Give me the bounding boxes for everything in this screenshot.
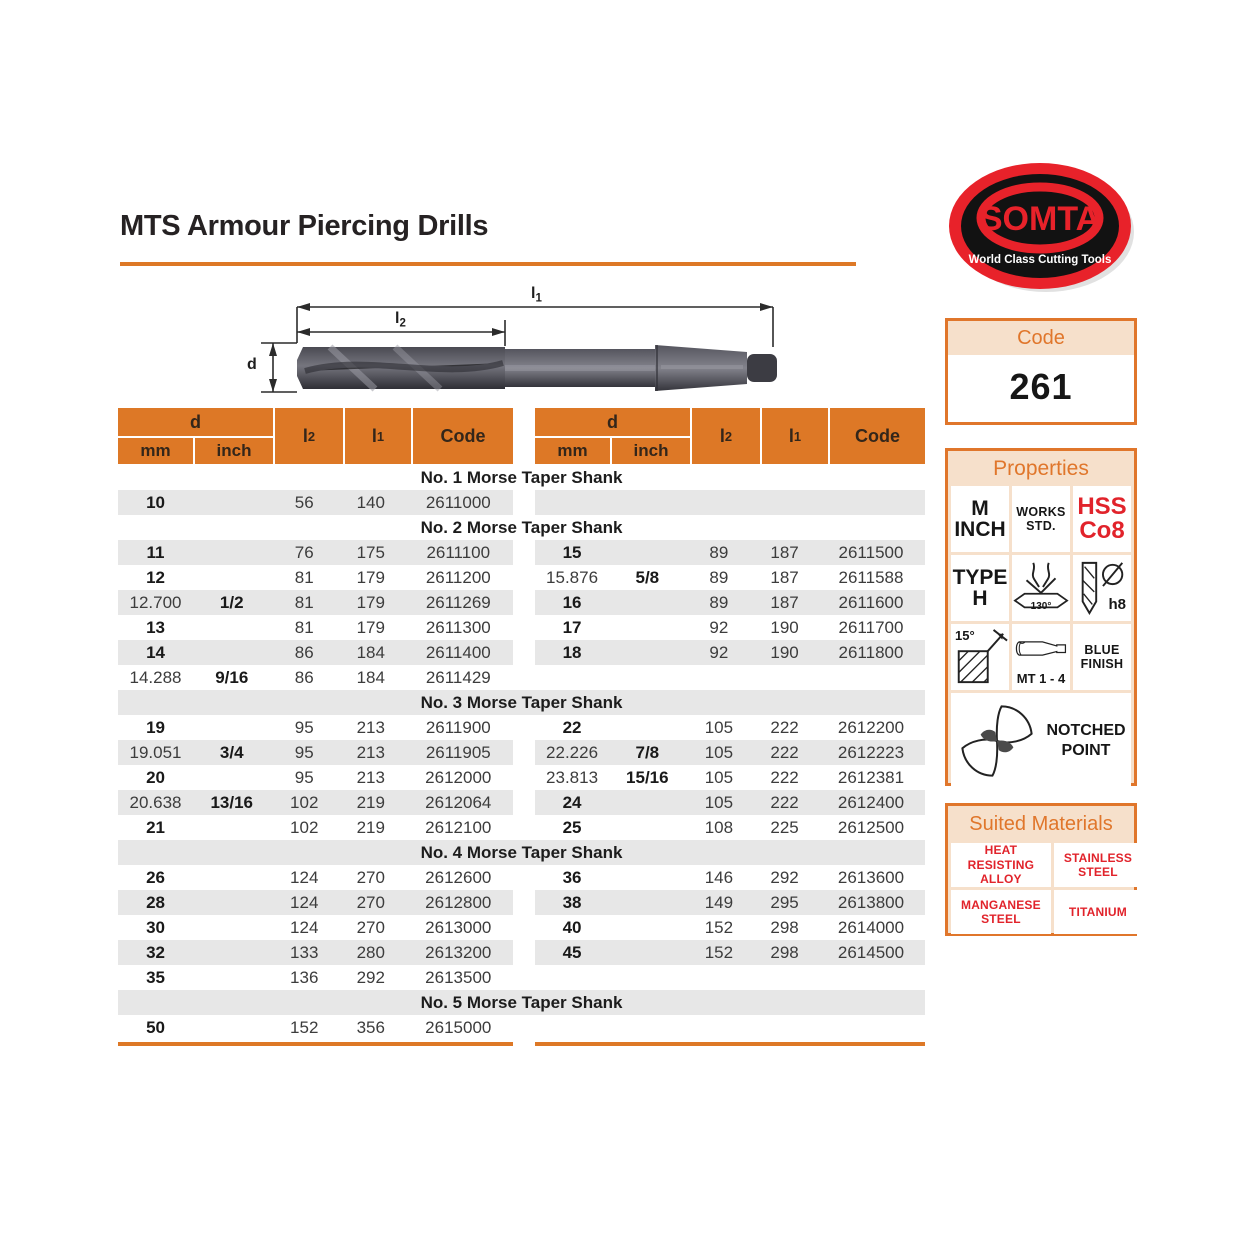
cell-l2: 81: [294, 592, 314, 612]
cell-code: 2611000: [425, 492, 491, 512]
drill-table-rows: [118, 465, 925, 1040]
cell-l2: [686, 490, 753, 515]
table-header: [118, 408, 925, 464]
cell-l2: 105: [704, 767, 734, 787]
col-header-l1: l 1: [345, 408, 411, 464]
cell-mm: 14.288: [129, 667, 182, 687]
prop-point-angle: [1012, 555, 1070, 621]
cell-l2: 81: [294, 617, 314, 637]
prop-tolerance-h8: [1073, 555, 1131, 621]
cell-code: 2611900: [425, 717, 491, 737]
table-gap: [513, 715, 535, 740]
cell-code: [817, 1015, 925, 1040]
cell-code: 2611400: [425, 642, 491, 662]
cell-inch: [193, 640, 270, 665]
table-row: [118, 490, 925, 515]
cell-code: 2612381: [837, 767, 905, 787]
cell-mm: 11: [146, 542, 165, 562]
cell-mm: 50: [146, 1017, 165, 1037]
cell-mm: 30: [146, 917, 165, 937]
suited-materials-box: [945, 803, 1137, 936]
table-row: [118, 715, 925, 740]
cell-inch: [193, 765, 270, 790]
cell-inch: [609, 590, 685, 615]
cell-inch: [609, 665, 685, 690]
cell-code: 2613000: [425, 917, 492, 937]
cell-l2: 92: [709, 617, 729, 637]
cell-l2: 86: [294, 667, 314, 687]
table-row: [118, 815, 925, 840]
cell-mm: 15.876: [546, 567, 599, 587]
cell-l1: 187: [770, 567, 799, 587]
cell-l2: 76: [294, 542, 314, 562]
cell-l1: 356: [356, 1017, 385, 1037]
cell-l1: 298: [770, 942, 799, 962]
cell-l2: 95: [294, 717, 314, 737]
cell-mm: 32: [146, 942, 165, 962]
cell-code: 2611600: [838, 592, 904, 612]
cell-mm: 16: [562, 592, 582, 612]
cell-mm: 23.813: [546, 767, 599, 787]
dim-d-label: d: [247, 356, 257, 373]
cell-inch: [609, 1015, 685, 1040]
prop-hss-co8: HSS Co8: [1073, 486, 1131, 552]
col-header-l2: l 2: [692, 408, 760, 464]
cell-l1: 222: [770, 742, 799, 762]
code-box-header: Code: [948, 321, 1134, 355]
table-row: [118, 890, 925, 915]
cell-l2: 152: [290, 1017, 319, 1037]
cell-l2: [686, 1015, 753, 1040]
cell-mm: [535, 665, 609, 690]
cell-l2: 86: [294, 642, 314, 662]
drill-size-table: [118, 408, 925, 1046]
cell-l1: 219: [356, 792, 385, 812]
cell-l1: 270: [356, 917, 385, 937]
table-gap: [513, 915, 535, 940]
title-underline: [120, 262, 856, 266]
table-row: [118, 590, 925, 615]
cell-inch: [609, 865, 685, 890]
table-gap: [513, 565, 535, 590]
cell-l1: 270: [356, 867, 385, 887]
somta-logo: [946, 160, 1136, 296]
table-header-right: [535, 408, 925, 464]
table-gap: [513, 1015, 535, 1040]
cell-mm: 26: [146, 867, 165, 887]
cell-inch: 7/8: [635, 742, 660, 762]
cell-l1: 213: [356, 767, 385, 787]
table-gap: [513, 740, 535, 765]
cell-code: 2613500: [425, 967, 492, 987]
dim-l2-label: $l_2$: [395, 310, 406, 330]
cell-l1: 190: [770, 617, 799, 637]
cell-mm: 45: [562, 942, 582, 962]
dim-l1-label: $l_1$: [531, 285, 542, 305]
cell-l1: 222: [770, 717, 799, 737]
cell-l2: 136: [290, 967, 319, 987]
cell-inch: [609, 490, 685, 515]
material-item: STAINLESS STEEL: [1054, 843, 1142, 887]
table-gap: [513, 815, 535, 840]
cell-mm: 14: [146, 642, 165, 662]
cell-l2: 105: [704, 792, 734, 812]
table-row: [118, 540, 925, 565]
cell-inch: 3/4: [219, 742, 244, 762]
cell-inch: [193, 715, 270, 740]
cell-inch: [193, 615, 270, 640]
cell-l1: 184: [356, 642, 385, 662]
cell-code: 2611200: [425, 567, 491, 587]
cell-inch: 15/16: [626, 767, 669, 787]
cell-inch: 9/16: [215, 667, 249, 687]
table-header-left: [118, 408, 513, 464]
somta-logo-icon: [946, 160, 1136, 296]
prop-metric-inch: M INCH: [951, 486, 1009, 552]
table-gap: [513, 965, 535, 990]
cell-l1: [752, 490, 817, 515]
cell-l1: 219: [356, 817, 385, 837]
table-section-row: No. 4 Morse Taper Shank: [118, 840, 925, 865]
table-gap: [513, 765, 535, 790]
cell-mm: 40: [562, 917, 582, 937]
cell-code: 2611100: [426, 542, 491, 562]
cell-code: 2612200: [837, 717, 905, 737]
col-header-l1: l 1: [762, 408, 828, 464]
table-row: [118, 765, 925, 790]
cell-code: 2614000: [837, 917, 905, 937]
drill-drawing: [235, 283, 810, 408]
table-gap: [513, 490, 535, 515]
cell-code: 2612064: [425, 792, 492, 812]
table-gap: [513, 865, 535, 890]
properties-box: [945, 448, 1137, 786]
prop-morse-taper: [1012, 624, 1070, 690]
cell-l1: 298: [770, 917, 799, 937]
table-row: [118, 915, 925, 940]
cell-code: 2615000: [425, 1017, 492, 1037]
cell-inch: [609, 915, 685, 940]
cell-mm: 20.638: [129, 792, 182, 812]
cell-l2: 146: [704, 867, 734, 887]
cell-code: 2612500: [837, 817, 905, 837]
cell-l1: 179: [356, 617, 385, 637]
cell-mm: [535, 965, 609, 990]
table-row: [118, 965, 925, 990]
table-row: [118, 790, 925, 815]
cell-code: 2611588: [838, 567, 904, 587]
table-gap: [513, 615, 535, 640]
prop-blue-finish: BLUE FINISH: [1073, 624, 1131, 690]
col-header-code: Code: [830, 408, 925, 464]
cell-mm: 35: [146, 967, 165, 987]
cell-inch: 5/8: [635, 567, 660, 587]
cell-l2: 89: [709, 592, 729, 612]
table-gap: [513, 940, 535, 965]
table-row: [118, 740, 925, 765]
table-row: [118, 865, 925, 890]
properties-box-header: Properties: [951, 451, 1131, 486]
cell-code: 2611429: [425, 667, 491, 687]
cell-inch: [609, 640, 685, 665]
col-header-d: d: [118, 408, 273, 436]
cell-code: 2611500: [838, 542, 904, 562]
cell-l2: 133: [290, 942, 319, 962]
rake-angle-label: 15°: [955, 628, 975, 643]
cell-l2: 124: [290, 867, 319, 887]
drill-diagram: [235, 283, 810, 408]
cell-inch: [609, 965, 685, 990]
cell-code: 2612800: [425, 892, 492, 912]
cell-code: 2611269: [425, 592, 491, 612]
cell-inch: [193, 940, 270, 965]
material-item: HEAT RESISTING ALLOY: [951, 843, 1051, 887]
material-item: MANGANESE STEEL: [951, 890, 1051, 934]
table-gap: [513, 590, 535, 615]
cell-l1: [752, 665, 817, 690]
cell-code: 2613200: [425, 942, 492, 962]
cell-mm: [535, 490, 609, 515]
cell-l2: 102: [290, 792, 319, 812]
materials-box-header: Suited Materials: [951, 806, 1131, 843]
logo-brand-text: SOMTA: [979, 200, 1101, 238]
prop-works-std: WORKS STD.: [1012, 486, 1070, 552]
cell-code: [817, 490, 925, 515]
cell-l2: 124: [290, 917, 319, 937]
cell-l1: 213: [356, 717, 385, 737]
cell-l1: 270: [356, 892, 385, 912]
table-section-row: No. 3 Morse Taper Shank: [118, 690, 925, 715]
cell-code: 2614500: [837, 942, 905, 962]
tolerance-label: h8: [1108, 596, 1126, 613]
table-row: [118, 640, 925, 665]
cell-code: 2613800: [837, 892, 905, 912]
cell-mm: 22.226: [546, 742, 599, 762]
cell-l2: 102: [290, 817, 319, 837]
cell-inch: [193, 490, 270, 515]
cell-l2: 81: [294, 567, 314, 587]
prop-notched-point: [951, 693, 1131, 788]
cell-mm: 21: [146, 817, 165, 837]
col-header-d: d: [535, 408, 690, 436]
code-value: 261: [948, 355, 1134, 418]
table-gap: [513, 665, 535, 690]
cell-l1: 190: [770, 642, 799, 662]
cell-l1: 292: [356, 967, 385, 987]
cell-l1: 175: [356, 542, 385, 562]
cell-l2: 89: [709, 567, 729, 587]
cell-code: 2612000: [425, 767, 492, 787]
page-title: MTS Armour Piercing Drills: [120, 210, 489, 242]
cell-mm: 12.700: [129, 592, 182, 612]
cell-l1: 187: [770, 542, 799, 562]
cell-mm: 19: [146, 717, 165, 737]
table-section-row: No. 2 Morse Taper Shank: [420, 518, 623, 537]
cell-code: 2612400: [837, 792, 905, 812]
cell-code: 2611300: [425, 617, 491, 637]
cell-l2: 95: [294, 767, 314, 787]
cell-inch: [193, 865, 270, 890]
table-bottom-rules: [118, 1042, 925, 1046]
cell-l2: 105: [704, 717, 734, 737]
cell-inch: [193, 915, 270, 940]
cell-l2: 124: [290, 892, 319, 912]
cell-l1: 222: [770, 767, 799, 787]
table-gap: [513, 408, 535, 464]
cell-inch: [609, 815, 685, 840]
cell-mm: 38: [562, 892, 582, 912]
cell-inch: [609, 540, 685, 565]
cell-code: 2612223: [837, 742, 905, 762]
table-row: [118, 615, 925, 640]
cell-code: 2611700: [838, 617, 904, 637]
materials-grid: [951, 843, 1131, 934]
cell-l2: [686, 665, 753, 690]
cell-l1: 292: [770, 867, 799, 887]
col-header-inch: inch: [612, 438, 690, 464]
point-angle-label: 130°: [1030, 601, 1052, 612]
cell-mm: 24: [562, 792, 582, 812]
cell-inch: [193, 890, 270, 915]
cell-l1: [752, 965, 817, 990]
cell-l2: 108: [704, 817, 734, 837]
cell-inch: 1/2: [219, 592, 244, 612]
table-gap: [513, 890, 535, 915]
cell-code: [817, 965, 925, 990]
cell-l2: 152: [704, 917, 734, 937]
cell-l1: 222: [770, 792, 799, 812]
cell-code: 2613600: [837, 867, 905, 887]
cell-inch: [193, 965, 270, 990]
morse-taper-icon: [1013, 632, 1069, 668]
cell-l1: 225: [770, 817, 799, 837]
cell-l1: 179: [356, 567, 385, 587]
cell-l2: 92: [709, 642, 729, 662]
cell-mm: 12: [146, 567, 165, 587]
cell-mm: 15: [562, 542, 582, 562]
table-section-row: No. 5 Morse Taper Shank: [118, 990, 925, 1015]
cell-l1: 187: [770, 592, 799, 612]
cell-mm: [535, 1015, 609, 1040]
cell-l1: 184: [356, 667, 385, 687]
cell-mm: 25: [562, 817, 582, 837]
col-header-l2: l 2: [275, 408, 343, 464]
cell-l1: 280: [356, 942, 385, 962]
cell-inch: [193, 815, 270, 840]
cell-mm: 22: [562, 717, 582, 737]
morse-taper-label: MT 1 - 4: [1016, 671, 1066, 686]
prop-rake-angle: [951, 624, 1009, 690]
cell-mm: 10: [146, 492, 165, 512]
table-gap: [513, 790, 535, 815]
cell-inch: [609, 715, 685, 740]
cell-l1: 179: [356, 592, 385, 612]
cell-l1: 140: [356, 492, 385, 512]
cell-l1: 295: [770, 892, 799, 912]
cell-l2: 95: [294, 742, 314, 762]
cell-mm: 20: [146, 767, 165, 787]
cell-l2: [686, 965, 753, 990]
cell-mm: 17: [562, 617, 582, 637]
cell-inch: [609, 790, 685, 815]
cell-l1: 213: [356, 742, 385, 762]
cell-mm: 19.051: [129, 742, 182, 762]
cell-l2: 56: [294, 492, 314, 512]
col-header-mm: mm: [118, 438, 193, 464]
table-section-row: No. 1 Morse Taper Shank: [420, 468, 623, 487]
cell-code: [817, 665, 925, 690]
table-row: [118, 940, 925, 965]
notched-point-label: NOTCHED POINT: [1046, 721, 1126, 759]
cell-mm: 28: [146, 892, 165, 912]
table-row: [118, 1015, 925, 1040]
cell-inch: [193, 540, 270, 565]
col-header-code: Code: [413, 408, 513, 464]
col-header-inch: inch: [195, 438, 273, 464]
cell-inch: [609, 615, 685, 640]
cell-inch: [193, 1015, 270, 1040]
cell-code: 2612100: [425, 817, 492, 837]
cell-inch: [609, 890, 685, 915]
cell-mm: 13: [146, 617, 165, 637]
table-row: [118, 665, 925, 690]
col-header-mm: mm: [535, 438, 610, 464]
cell-inch: [609, 940, 685, 965]
cell-l1: [752, 1015, 817, 1040]
table-row: [118, 565, 925, 590]
notched-point-icon: [956, 700, 1038, 782]
properties-grid: [951, 486, 1131, 690]
cell-mm: 18: [562, 642, 582, 662]
cell-inch: 13/16: [210, 792, 254, 812]
cell-mm: 36: [562, 867, 582, 887]
cell-code: 2611800: [838, 642, 904, 662]
cell-l2: 105: [704, 742, 734, 762]
prop-type-h: TYPE H: [951, 555, 1009, 621]
cell-l2: 152: [704, 942, 734, 962]
cell-l2: 89: [709, 542, 729, 562]
cell-code: 2612600: [425, 867, 492, 887]
cell-code: 2611905: [425, 742, 491, 762]
logo-tagline-text: World Class Cutting Tools: [968, 254, 1112, 266]
table-gap: [513, 640, 535, 665]
cell-inch: [193, 565, 270, 590]
code-box: [945, 318, 1137, 425]
table-gap: [513, 540, 535, 565]
cell-l2: 149: [704, 892, 734, 912]
material-item: TITANIUM: [1054, 890, 1142, 934]
